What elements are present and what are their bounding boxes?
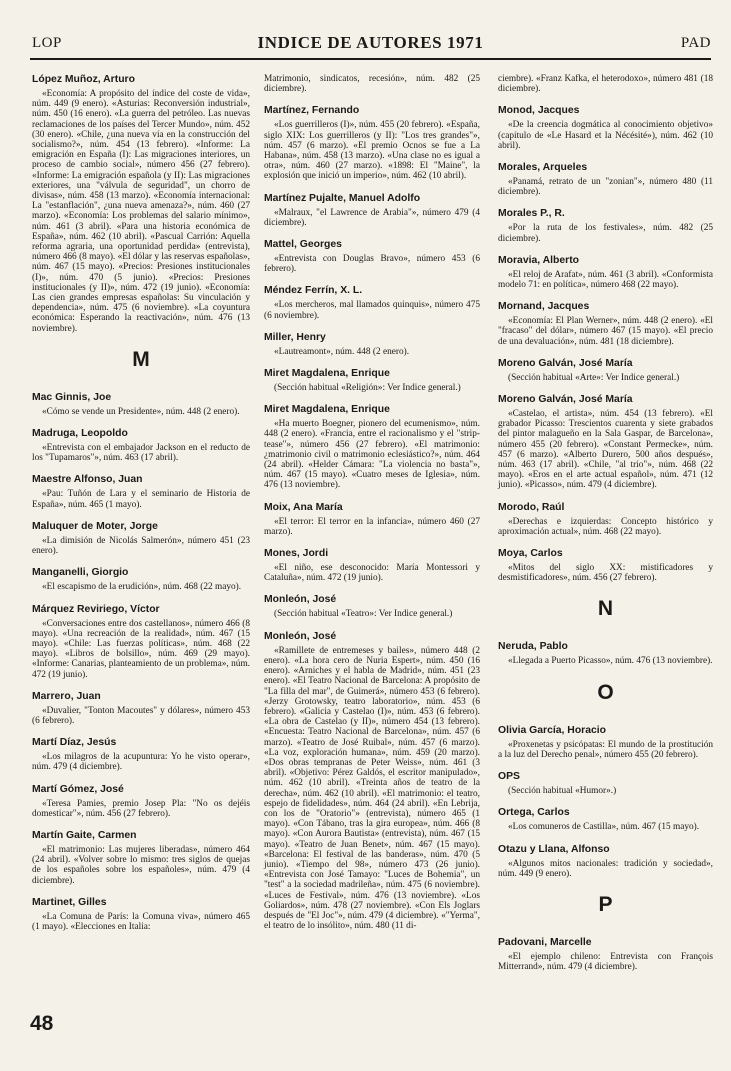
entry-text: «Derechas e izquierdas: Concepto histórico y aproximación actual», núm. 468 (22 mayo).	[498, 516, 713, 537]
author-name: Mones, Jordi	[264, 548, 329, 560]
author-name: Maestre Alfonso, Juan	[32, 474, 143, 486]
author-name: Mattel, Georges	[264, 239, 342, 251]
author-name: Marrero, Juan	[32, 690, 101, 702]
author-entry	[498, 641, 713, 666]
entry-text: «El reloj de Arafat», núm. 461 (3 abril). «Conformista modelo 71: en política», número 468 (22 mayo).	[498, 269, 713, 291]
entry-text: «Los mercheros, mal llamados quinquis», número 475 (6 noviembre).	[264, 300, 480, 321]
header-right-guide-word: PAD	[680, 35, 711, 51]
entry-text: «La Comuna de París: la Comuna viva», número 465 (1 mayo). «Elecciones en Italia:	[32, 911, 250, 932]
section-letter: O	[597, 680, 614, 704]
author-entry	[498, 358, 713, 383]
author-entry	[498, 208, 713, 243]
author-name: Miret Magdalena, Enrique	[264, 368, 390, 380]
author-name: Madruga, Leopoldo	[32, 428, 128, 440]
author-entry	[32, 428, 250, 463]
author-name: Neruda, Pablo	[498, 641, 568, 653]
entry-text: «Entrevista con Douglas Bravo», número 453 (6 febrero).	[264, 254, 480, 275]
header-rule	[30, 58, 711, 60]
column-right	[498, 74, 713, 983]
column-middle	[264, 74, 480, 942]
author-name: Martínez Pujalte, Manuel Adolfo	[264, 192, 421, 204]
author-name: López Muñoz, Arturo	[32, 74, 135, 85]
entry-text: «Ramillete de entremeses y bailes», número 448 (2 enero). «La hora cero de Nuria Espert», núm. 450 (16 enero). «Arniches y el habla de Madrid», núm. 451 (23 enero). «El Teatro Nacional de Barcelona: A propósito de "La filla del mar", de Guimerá», número 453 (6 febrero). «Jerzy Grotowsky, teatro laboratorio», núm. 453 (6 febrero). «Galicia y Castelao (I)», núm. 453 (6 febrero). «La obra de Castelao (y II)», número 454 (13 febrero). «Encuesta: Teatro Nacional de Barcelona», núm. 457 (6 marzo). «Teatro de José Ruibal», núm. 457 (6 marzo). «La voz, exploración humana», núm. 459 (20 marzo). «Dos obras tempranas de Peter Weiss», núm. 461 (3 abril). «Objetivo: Pérez Galdós, el escritor manipulado», núm. 462 (10 abril). «Treinta años de teatro de la derecha», núm. 462 (10 abril). «El matrimonio: el teatro, espejo de fidelidades», núm. 464 (24 abril). «En Lebrija, con los de "Oratorio"» (entrevista), número 465 (1 mayo). «Con Tábano, tras la gira europea», núm. 466 (8 mayo). «Con Aurora Bautista» (entrevista), núm. 467 (15 mayo). «Teatro de Juan Benet», núm. 467 (15 mayo). «Barcelona: El festival de las banderas», núm. 470 (5 junio). «Tiempo del 98», número 473 (26 junio). «Entrevista con José Tamayo: "Luces de Bohemia", un "test" a la sociedad madrileña», núm. 475 (6 noviembre). «Luces de Festival», núm. 476 (13 noviembre). «Los Goliardos», núm. 478 (27 noviembre). «Con Els Joglars después de "El Joc"», núm. 479 (4 diciembre). «"Yerma", el teatro de lo insólito», núm. 480 (11 di-	[264, 645, 480, 932]
author-entry	[32, 897, 250, 932]
author-name: Moya, Carlos	[498, 548, 563, 560]
entry-text: «La dimisión de Nicolás Salmerón», número 451 (23 enero).	[32, 535, 250, 557]
entry-text: «Duvalier, "Tonton Macoutes" y dólares», número 453 (6 febrero).	[32, 705, 250, 726]
author-name: Mac Ginnis, Joe	[32, 391, 112, 403]
page-title: INDICE DE AUTORES 1971	[257, 33, 484, 52]
entry-continuation: Matrimonio, sindicatos, recesión», núm. 482 (25 diciembre).	[264, 74, 480, 95]
author-name: Olivia García, Horacio	[498, 724, 606, 736]
author-entry	[32, 567, 250, 592]
author-entry	[498, 255, 713, 290]
author-entry	[498, 502, 713, 537]
page-number: 48	[30, 1012, 54, 1035]
author-name: Márquez Reviriego, Víctor	[32, 603, 160, 615]
author-entry	[498, 771, 713, 796]
entry-text: «Los guerrilleros (I)», núm. 455 (20 febrero). «España, siglo XIX: Los guerrilleros (y II): "Los tres grandes"», núm. 457 (6 marzo). «El premio Ocnos se fue a La Habana», núm. 458 (13 marzo). «Una clase no es igual a otra», núm. 460 (27 marzo). «1898: El "Maine", la explosión que inició un imperio», núm. 462 (10 abril).	[264, 120, 480, 182]
author-entry	[498, 548, 713, 583]
author-entry	[498, 937, 713, 972]
author-entry	[264, 285, 480, 320]
author-entry	[264, 594, 480, 619]
author-entry	[264, 631, 480, 932]
entry-text: «Malraux, "el Lawrence de Arabia"», número 479 (4 diciembre).	[264, 207, 480, 228]
entry-text: «Los comuneros de Castilla», núm. 467 (15 mayo).	[508, 822, 700, 833]
entry-text: «Entrevista con el embajador Jackson en el reducto de los "Tupamaros"», núm. 463 (17 abril).	[32, 443, 250, 464]
entry-text: «Los milagros de la acupuntura: Yo he visto operar», núm. 479 (4 diciembre).	[32, 752, 250, 773]
author-entry	[498, 105, 713, 151]
author-entry	[498, 725, 713, 760]
entry-text: «Ha muerto Boegner, pionero del ecumenismo», núm. 448 (2 enero). «Francia, entre el racionalismo y el "strip-tease"», número 456 (27 febrero). «El matrimonio: ¿matrimonio civil o matrimonio eclesiástico?», núm. 464 (24 abril). «Helder Cámara: "La violencia no basta"», núm. 467 (15 mayo). «Cuatro meses de Iglesia», núm. 476 (13 noviembre).	[264, 419, 480, 491]
author-name: Moix, Ana María	[264, 501, 343, 513]
author-name: Monleón, José	[264, 630, 337, 642]
author-entry	[32, 830, 250, 886]
author-entry	[32, 392, 250, 417]
entry-text: «Castelao, el artista», núm. 454 (13 febrero). «El grabador Picasso: Trescientos cuarenta y siete grabados del pintor malagueño en la Sala Gaspar, de Barcelona», número 455 (20 febrero). «Constant Permecke», núm. 457 (6 marzo). «Alberto Durero, 500 años después», núm. 463 (17 abril). «Chile, "al trío"», núm. 468 (22 mayo). «Eros en el arte actual español», núm. 471 (12 junio). «Picasso», núm. 479 (4 diciembre).	[498, 409, 713, 491]
entry-text: «El matrimonio: Las mujeres liberadas», número 464 (24 abril). «Volver sobre lo mismo: tres siglos de quejas de los españoles sobre los españoles», núm. 479 (4 diciembre).	[32, 844, 250, 886]
author-entry	[264, 404, 480, 490]
author-entry	[32, 691, 250, 726]
entry-text: «Cómo se vende un Presidente», núm. 448 (2 enero).	[42, 406, 240, 417]
author-entry	[32, 474, 250, 509]
entry-text: «De la creencia dogmática al conocimiento objetivo» (capítulo de «Le Hasard et la Nécésité»), núm. 462 (10 abril).	[498, 120, 713, 151]
entry-text: «Lautreamont», núm. 448 (2 enero).	[274, 346, 410, 357]
author-name: Moreno Galván, José María	[498, 357, 633, 369]
author-name: Martí Gómez, José	[32, 783, 124, 795]
author-name: Moreno Galván, José María	[498, 394, 633, 406]
author-name: Otazu y Llana, Alfonso	[498, 843, 610, 855]
entry-text: «Teresa Pamies, premio Josep Pla: "No os dejéis domesticar"», núm. 456 (27 febrero).	[32, 798, 250, 819]
author-name: Maluquer de Moter, Jorge	[32, 520, 158, 532]
author-name: Morodo, Raúl	[498, 501, 565, 513]
section-letter: N	[597, 597, 614, 621]
author-name: Martín Gaite, Carmen	[32, 829, 137, 841]
header-left-guide-word: LOP	[32, 35, 62, 51]
author-entry	[32, 737, 250, 772]
author-name: Miret Magdalena, Enrique	[264, 404, 390, 416]
entry-continuation: ciembre). «Franz Kafka, el heterodoxo», número 481 (18 diciembre).	[498, 74, 713, 95]
author-entry	[264, 193, 480, 228]
author-name: Padovani, Marcelle	[498, 936, 592, 948]
author-entry	[264, 502, 480, 537]
entry-text: «El ejemplo chileno: Entrevista con François Mitterrand», núm. 479 (4 diciembre).	[498, 951, 713, 973]
author-name: Ortega, Carlos	[498, 807, 570, 819]
author-name: Méndez Ferrín, X. L.	[264, 285, 363, 297]
author-entry	[498, 162, 713, 197]
running-header	[30, 33, 711, 55]
author-entry	[32, 74, 250, 334]
author-name: Morales P., R.	[498, 208, 565, 220]
column-left	[32, 74, 250, 943]
author-name: Monod, Jacques	[498, 105, 580, 117]
author-entry	[498, 844, 713, 879]
entry-text: «Pau: Tuñón de Lara y el seminario de Historia de España», núm. 465 (1 mayo).	[32, 489, 250, 510]
author-name: Martí Díaz, Jesús	[32, 737, 117, 749]
entry-text: «Algunos mitos nacionales: tradición y sociedad», núm. 449 (9 enero).	[498, 858, 713, 879]
entry-text: «Por la ruta de los festivales», núm. 482 (25 diciembre).	[498, 223, 713, 244]
entry-text: «Economía: A propósito del índice del coste de vida», núm. 449 (9 enero). «Asturias: Reconversión industrial», núm. 450 (16 enero). «La guerra del petróleo. Las nuevas reclamaciones de los países del Tercer Mundo», núm. 452 (30 enero). «Chile, ¿una nueva vía en la construcción del socialismo?», núm. 454 (13 febrero). «Informe: La emigración en España (I): Las migraciones interiores, un proceso de cambio social», número 456 (27 febrero). «Informe: La emigración española (y II): Las migraciones exteriores, una "válvula de seguridad", un chorro de divisas», núm. 458 (13 marzo). «Economía internacional: La "estanflación", ¿una nueva amenaza?», núm. 460 (27 marzo). «Economía: Los problemas del salario mínimo», núm. 461 (3 abril). «Para una historia económica de España», núm. 462 (10 abril). «Pascual Carrión: Aquella reforma agraria, una oportunidad perdida» (entrevista), número 466 (8 mayo). «El dólar y las reservas españolas», núm. 467 (15 mayo). «Precios: Presiones institucionales (I)», núm. 470 (5 junio). «Precios: Presiones institucionales (y II)», núm. 472 (19 junio). «Economía: Las cien grandes empresas españolas: Su vinculación y dependencia», núm. 475 (6 noviembre). «La coyuntura económica: Esperando la reactivación», núm. 476 (13 noviembre).	[32, 89, 250, 334]
author-entry	[32, 604, 250, 680]
entry-text: (Sección habitual «Teatro»: Ver Indice general.)	[274, 609, 453, 620]
entry-text: «Economía: El Plan Werner», núm. 448 (2 enero). «El "fracaso" del dólar», número 467 (15 mayo). «El precio de una devaluación», núm. 481 (18 diciembre).	[498, 316, 713, 347]
entry-text: «El terror: El terror en la infancia», número 460 (27 marzo).	[264, 516, 480, 537]
entry-text: «El escapismo de la erudición», núm. 468 (22 mayo).	[42, 582, 242, 593]
author-entry	[264, 368, 480, 393]
author-name: Moravia, Alberto	[498, 254, 580, 266]
entry-text: «Mitos del siglo XX: mistificadores y desmistificadores», núm. 456 (27 febrero).	[498, 563, 713, 584]
author-entry	[498, 301, 713, 347]
author-entry	[32, 784, 250, 819]
author-name: Mornand, Jacques	[498, 301, 590, 313]
author-entry	[264, 105, 480, 181]
section-letter: P	[598, 892, 613, 916]
author-entry	[264, 239, 480, 274]
entry-text: «Llegada a Puerto Picasso», núm. 476 (13 noviembre).	[508, 656, 713, 667]
entry-text: (Sección habitual «Religión»: Ver Indice general.)	[274, 383, 461, 394]
author-entry	[264, 548, 480, 583]
author-name: OPS	[498, 771, 520, 783]
author-name: Morales, Arqueles	[498, 162, 588, 174]
author-name: Martinet, Gilles	[32, 896, 107, 908]
author-name: Miller, Henry	[264, 331, 326, 343]
entry-text: (Sección habitual «Humor».)	[508, 786, 617, 797]
entry-text: «Panamá, retrato de un "zonian"», número 480 (11 diciembre).	[498, 177, 713, 198]
entry-text: «Proxenetas y psicópatas: El mundo de la prostitución a la luz del Derecho penal», número 455 (20 febrero).	[498, 739, 713, 760]
section-letter: M	[132, 347, 150, 371]
entry-text: «Conversaciones entre dos castellanos», número 466 (8 mayo). «Una recreación de la realidad», núm. 467 (15 mayo). «Chile: Las fuerzas políticas», núm. 468 (22 mayo). «Libros de bolsillo», núm. 469 (29 mayo). «Informe: Canarias, planteamiento de un problema», núm. 472 (19 junio).	[32, 618, 250, 680]
entry-text: (Sección habitual «Arte»: Ver Indice general.)	[508, 372, 680, 383]
author-entry	[498, 394, 713, 491]
author-name: Martínez, Fernando	[264, 105, 360, 117]
author-name: Monleón, José	[264, 594, 337, 606]
author-entry	[32, 521, 250, 556]
entry-text: «El niño, ese desconocido: María Montessori y Cataluña», núm. 472 (19 junio).	[264, 563, 480, 584]
author-name: Manganelli, Giorgio	[32, 567, 129, 579]
author-entry	[498, 807, 713, 832]
author-entry	[264, 332, 480, 357]
